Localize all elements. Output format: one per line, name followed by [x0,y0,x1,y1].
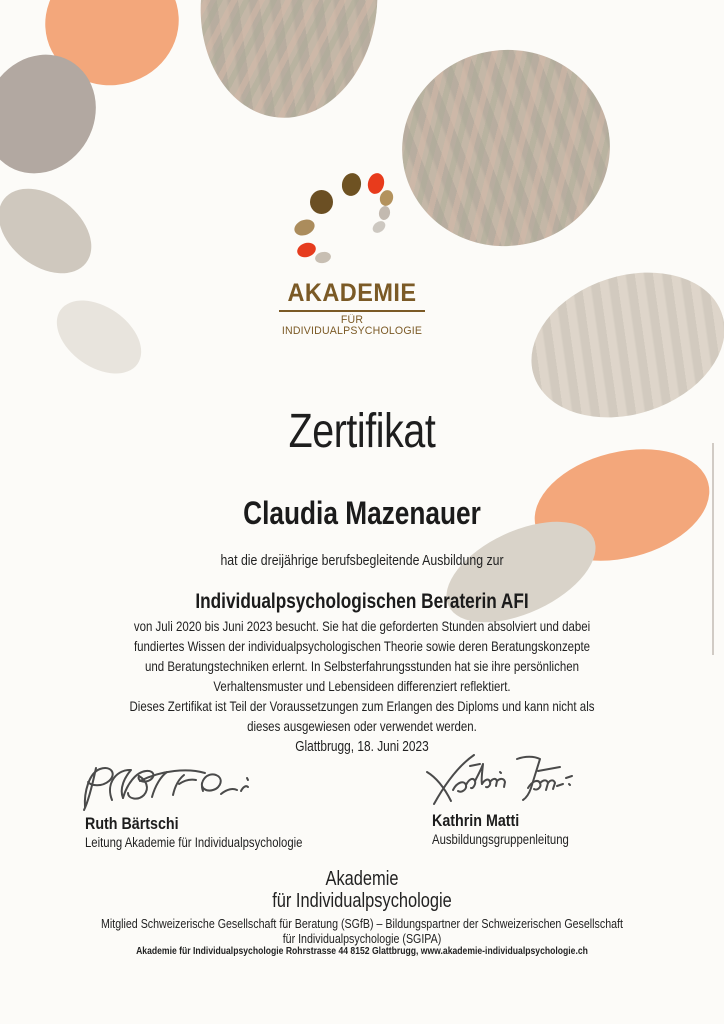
decor-ellipse-textured-top [189,0,388,127]
footer-membership-line1: Mitglied Schweizerische Gesellschaft für Beratung (SGfB) – Bildungspartner der Schweizerischen Gesellschaft [100,916,623,931]
logo-dot-right-gray [378,205,392,221]
logo-wordmark [279,281,425,337]
signature-ruth-baertschi-image [78,760,253,815]
decor-ellipse-gray-left [0,171,108,290]
intro-text: hat die dreijährige berufsbegleitende Ausbildung zur [220,552,504,569]
logo-dot-left-beige [314,250,332,264]
recipient-name: Claudia Mazenauer [243,495,481,531]
footer-org-name-line2: für Individualpsychologie [272,890,452,912]
program-title: Individualpsychologischen Beraterin AFI [195,590,529,613]
certificate-title: Zertifikat [288,405,436,458]
logo-title: AKADEMIE [287,279,417,307]
logo-divider-rule [279,310,425,312]
signatory-role-kathrin: Ausbildungsgruppenleitung [432,832,569,847]
footer-org-name-line1: Akademie [325,868,399,890]
body-line: von Juli 2020 bis Juni 2023 besucht. Sie hat die geforderten Stunden absolviert und dabei [133,618,591,634]
decor-ellipse-textured-right [389,36,622,259]
scan-edge-artifact [712,443,714,655]
logo-dot-left-brown [310,190,333,214]
footer-membership-line2: für Individualpsychologie (SGIPA) [282,931,442,946]
place-and-date: Glattbrugg, 18. Juni 2023 [295,739,429,755]
body-line: Verhaltensmuster und Lebensideen differenziert reflektiert. [213,678,511,694]
logo-dot-top-brown [340,171,363,197]
logo-dot-right-light [370,219,387,235]
logo-subtitle: FÜR INDIVIDUALPSYCHOLOGIE [281,314,423,337]
body-line: dieses ausgewiesen oder verwendet werden. [247,718,477,734]
body-line: fundiertes Wissen der individualpsychologischen Theorie sowie deren Beratungskonzepte [133,638,591,654]
footer-address-line: Akademie für Individualpsychologie Rohrstrasse 44 8152 Glattbrugg, www.akademie-individualpsychologie.ch [136,945,588,957]
logo-dot-left-khaki [292,217,317,239]
body-paragraph [65,616,659,736]
body-line: Dieses Zertifikat ist Teil der Voraussetzungen zum Erlangen des Diploms und kann nicht als [129,698,595,714]
signatory-name-kathrin: Kathrin Matti [432,811,520,830]
signature-kathrin-matti-image [420,750,575,808]
decor-ellipse-faint-left [43,285,154,388]
signatory-role-ruth: Leitung Akademie für Individualpsychologie [85,835,303,850]
signatory-name-ruth: Ruth Bärtschi [85,814,179,833]
body-line: und Beratungstechniken erlernt. In Selbsterfahrungsstunden hat sie ihre persönlichen [145,658,579,674]
